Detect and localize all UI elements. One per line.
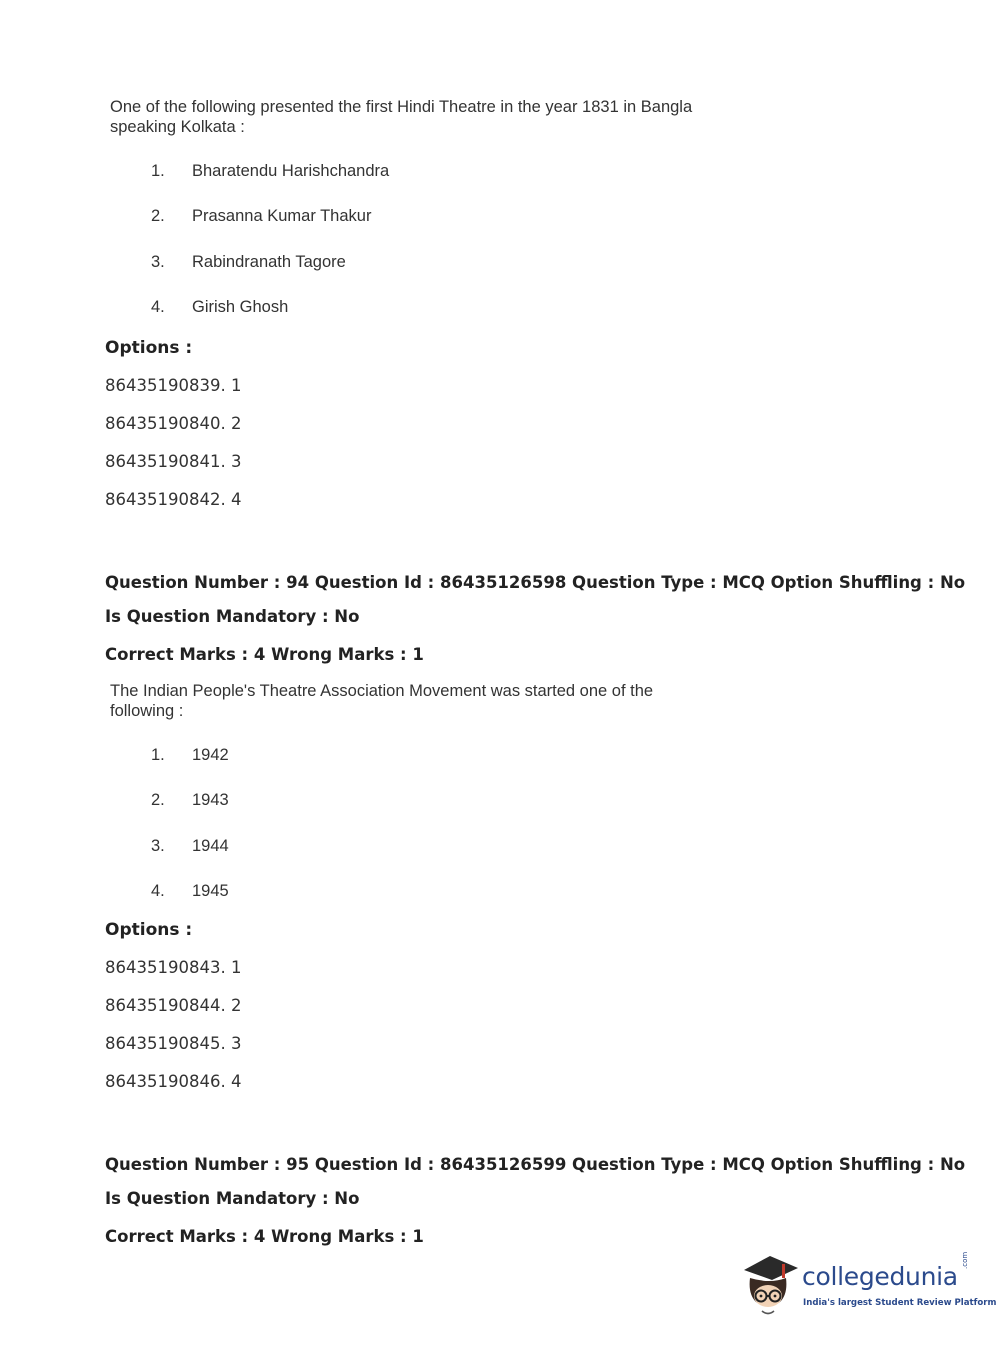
option-line: 86435190844. 2	[105, 996, 242, 1015]
question-text-line: speaking Kolkata :	[110, 118, 245, 136]
question-text	[110, 681, 716, 721]
choice-item	[151, 882, 229, 901]
choice-text: Prasanna Kumar Thakur	[192, 207, 372, 225]
option-line: 86435190842. 4	[105, 490, 242, 509]
question-meta-line: Question Number : 94 Question Id : 86435126598 Question Type : MCQ Option Shuffling : No	[105, 573, 966, 592]
brand-tagline: India's largest Student Review Platform	[803, 1298, 997, 1308]
question-meta-line: Question Number : 95 Question Id : 86435126599 Question Type : MCQ Option Shuffling : No	[105, 1155, 966, 1174]
choice-number: 2.	[151, 791, 165, 809]
question-marks-line: Correct Marks : 4 Wrong Marks : 1	[105, 1227, 424, 1246]
choice-item	[151, 162, 389, 181]
choice-number: 1.	[151, 162, 165, 180]
choice-item	[151, 207, 371, 226]
choice-number: 1.	[151, 746, 165, 764]
choice-item	[151, 791, 229, 810]
mascot-icon	[740, 1250, 800, 1320]
question-text-line: The Indian People's Theatre Association Movement was started one of the	[110, 682, 654, 700]
question-mandatory-line: Is Question Mandatory : No	[105, 607, 360, 626]
choice-text: 1942	[192, 746, 229, 764]
option-line: 86435190843. 1	[105, 958, 242, 977]
collegedunia-logo	[740, 1250, 997, 1322]
option-line: 86435190840. 2	[105, 414, 242, 433]
question-text-line: following :	[110, 702, 184, 720]
question-text	[110, 97, 720, 137]
choice-text: Rabindranath Tagore	[192, 253, 346, 271]
choice-item	[151, 253, 346, 272]
choice-item	[151, 298, 288, 317]
choice-number: 4.	[151, 298, 165, 316]
choice-item	[151, 837, 229, 856]
option-line: 86435190841. 3	[105, 452, 242, 471]
choice-text: Girish Ghosh	[192, 298, 289, 316]
choice-number: 2.	[151, 207, 165, 225]
brand-tld: .com	[961, 1251, 969, 1269]
question-text-line: One of the following presented the first Hindi Theatre in the year 1831 in Bangla	[110, 98, 693, 116]
choice-text: 1944	[192, 837, 229, 855]
options-label: Options :	[105, 920, 193, 940]
question-mandatory-line: Is Question Mandatory : No	[105, 1189, 360, 1208]
question-marks-line: Correct Marks : 4 Wrong Marks : 1	[105, 645, 424, 664]
option-line: 86435190845. 3	[105, 1034, 242, 1053]
choice-text: 1945	[192, 882, 229, 900]
choice-number: 3.	[151, 253, 165, 271]
choice-item	[151, 746, 229, 765]
choice-number: 4.	[151, 882, 165, 900]
option-line: 86435190839. 1	[105, 376, 242, 395]
options-label: Options :	[105, 338, 193, 358]
choice-number: 3.	[151, 837, 165, 855]
choice-text: 1943	[192, 791, 229, 809]
brand-name: collegedunia	[802, 1262, 958, 1291]
choice-text: Bharatendu Harishchandra	[192, 162, 390, 180]
option-line: 86435190846. 4	[105, 1072, 242, 1091]
